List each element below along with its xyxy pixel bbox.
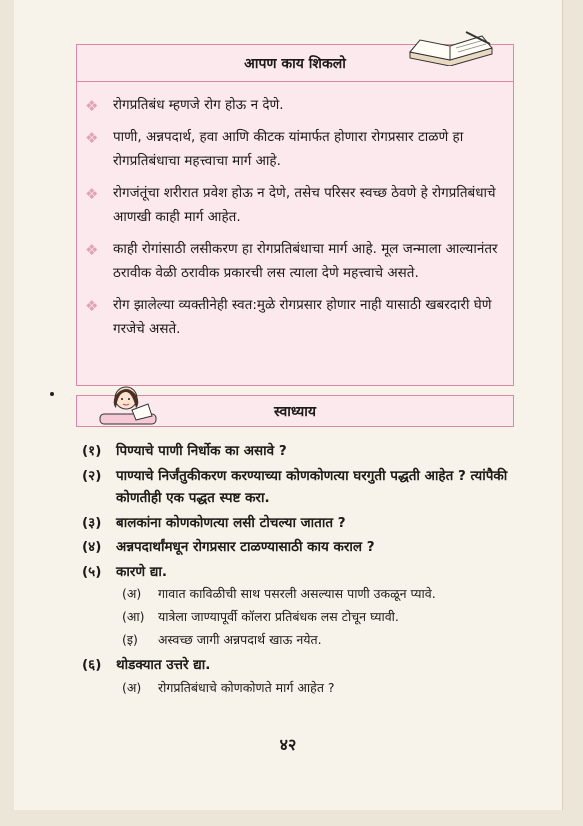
learned-item-text: रोग झालेल्या व्यक्तीनेही स्वत:मुळे रोगप्रसार होणार नाही यासाठी खबरदारी घेणे गरजेचे असते. — [113, 297, 492, 337]
learned-item-text: रोगजंतूंचा शरीरात प्रवेश होऊ न देणे, तसेच परिसर स्वच्छ ठेवणे हे रोगप्रतिबंधाचे आणखी काही मार्ग आहेत. — [113, 185, 496, 225]
stray-dot — [50, 392, 54, 396]
learned-item — [85, 125, 509, 173]
learned-item-text: पाणी, अन्नपदार्थ, हवा आणि कीटक यांमार्फत होणारा रोगप्रसार टाळणे हा रोगप्रतिबंधाचा महत्त्वाचा मार्ग आहे. — [113, 129, 464, 169]
learned-list — [85, 93, 509, 349]
question-6 — [82, 654, 516, 676]
reading-girl-icon — [96, 380, 160, 430]
diamond-bullet-icon: ❖ — [85, 185, 99, 203]
question-text: कारणे द्या. — [116, 564, 167, 580]
page-number: ४२ — [279, 735, 297, 754]
question-2 — [82, 465, 516, 509]
learned-item-text: रोगप्रतिबंध म्हणजे रोग होऊ न देणे. — [113, 97, 284, 113]
question-5 — [82, 561, 516, 583]
sub-marker: (इ) — [122, 632, 138, 647]
question-number: (५) — [82, 564, 102, 580]
question-number: (२) — [82, 468, 102, 484]
diamond-bullet-icon: ❖ — [85, 97, 99, 115]
sub-text: अस्वच्छ जागी अन्नपदार्थ खाऊ नयेत. — [158, 632, 322, 647]
question-text: थोडक्यात उत्तरे द्या. — [116, 657, 211, 673]
question-3 — [82, 512, 516, 534]
question-number: (४) — [82, 539, 102, 555]
what-we-learned-box — [76, 44, 514, 386]
sub-text: रोगप्रतिबंधाचे कोणकोणते मार्ग आहेत ? — [158, 680, 335, 695]
sub-text: गावात काविळीची साथ पसरली असल्यास पाणी उकळून प्यावे. — [158, 586, 436, 601]
learned-item — [85, 293, 509, 341]
textbook-page — [14, 0, 563, 810]
learned-item — [85, 237, 509, 285]
question-4 — [82, 536, 516, 558]
learned-item — [85, 181, 509, 229]
question-number: (३) — [82, 515, 102, 531]
reason-item — [122, 630, 322, 650]
diamond-bullet-icon: ❖ — [85, 297, 99, 315]
question-number: (६) — [82, 657, 102, 673]
question-number: (१) — [82, 443, 102, 459]
diamond-bullet-icon: ❖ — [85, 129, 99, 147]
exercise-title: स्वाध्याय — [274, 403, 316, 420]
reason-item — [122, 584, 436, 604]
question-1 — [82, 440, 516, 462]
diamond-bullet-icon: ❖ — [85, 241, 99, 259]
what-we-learned-title: आपण काय शिकलो — [77, 45, 513, 82]
learned-item — [85, 93, 509, 117]
short-answer-item — [122, 678, 335, 698]
question-text: अन्नपदार्थांमधून रोगप्रसार टाळण्यासाठी काय कराल ? — [116, 539, 375, 555]
reason-item — [122, 607, 399, 627]
question-text: पाण्याचे निर्जंतुकीकरण करण्याच्या कोणकोणत्या घरगुती पद्धती आहेत ? त्यांपैकी कोणतीही एक पद्धत स्पष्ट करा. — [116, 468, 508, 506]
sub-marker: (आ) — [122, 609, 145, 624]
learned-item-text: काही रोगांसाठी लसीकरण हा रोगप्रतिबंधाचा मार्ग आहे. मूल जन्माला आल्यानंतर ठरावीक वेळी ठरावीक प्रकारची लस त्याला देणे महत्त्वाचे असते. — [113, 241, 498, 281]
book-icon — [406, 30, 496, 66]
sub-marker: (अ) — [122, 586, 142, 601]
sub-text: यात्रेला जाण्यापूर्वी कॉलरा प्रतिबंधक लस टोचून घ्यावी. — [158, 609, 399, 624]
question-text: पिण्याचे पाणी निर्धोक का असावे ? — [116, 443, 287, 459]
question-text: बालकांना कोणकोणत्या लसी टोचल्या जातात ? — [116, 515, 346, 531]
sub-marker: (अ) — [122, 680, 142, 695]
